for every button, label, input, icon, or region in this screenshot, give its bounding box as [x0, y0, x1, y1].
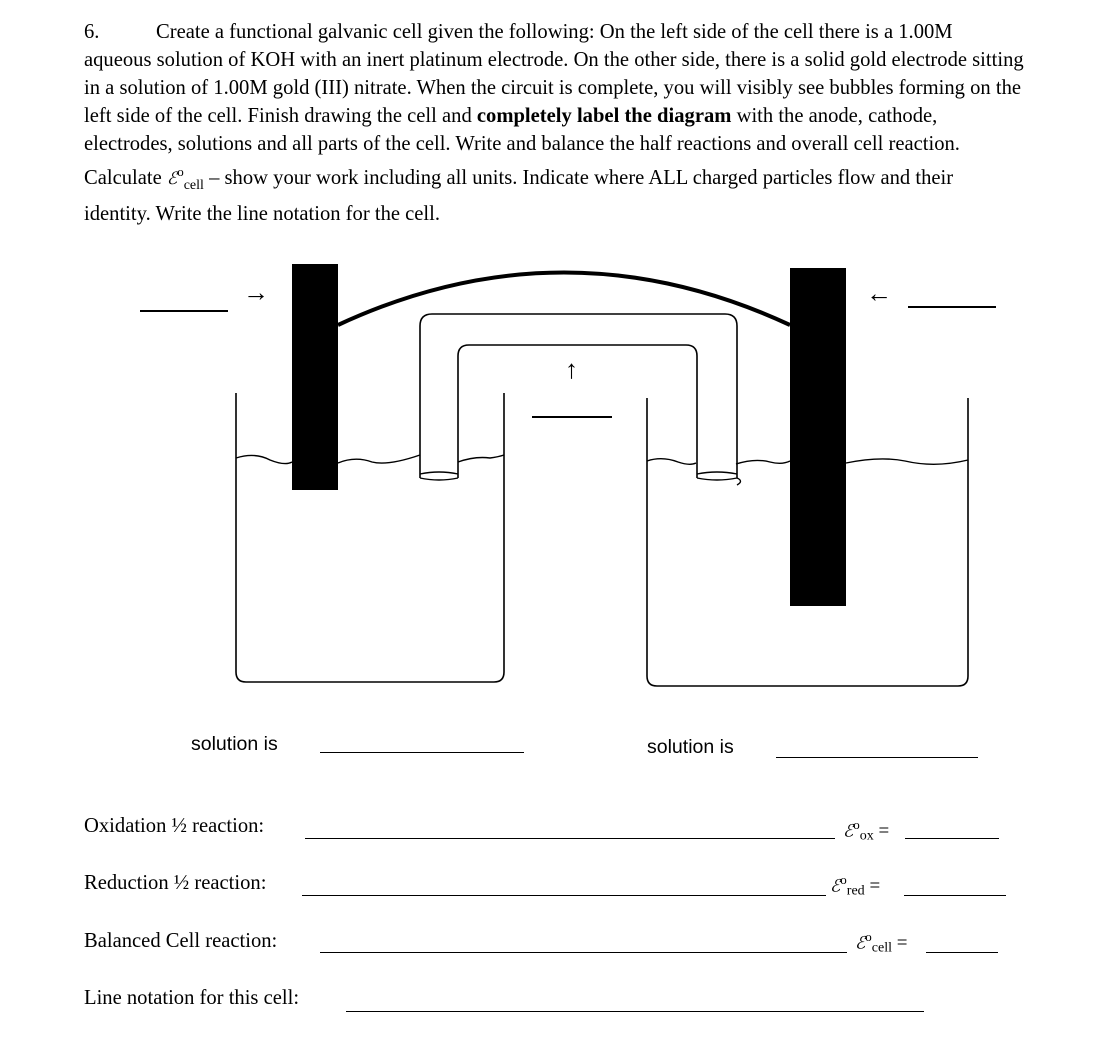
- external-wire: [338, 273, 790, 326]
- left-solution-label: solution is: [191, 733, 278, 755]
- left-solution-blank[interactable]: [320, 752, 524, 753]
- emf-ox-sub: ox: [859, 828, 874, 844]
- reduction-blank[interactable]: [302, 895, 826, 896]
- right-arrow-icon: ←: [866, 279, 892, 308]
- emf-cell-degree: o: [865, 929, 872, 944]
- prompt-text-2: with the anode, cathode, electrodes, solutions and all parts of the cell. Write and balance the half reactions and overall cell reaction. Calculate: [84, 105, 960, 189]
- emf-red-degree: o: [840, 872, 847, 887]
- balanced-label: Balanced Cell reaction:: [84, 930, 278, 952]
- left-liquid-surface: [236, 455, 504, 464]
- oxidation-label: Oxidation ½ reaction:: [84, 815, 265, 837]
- emf-ox-degree: o: [853, 817, 860, 832]
- emf-red: [830, 872, 880, 899]
- right-solution-label: solution is: [647, 736, 734, 758]
- prompt-text-3: – show your work including all units. Indicate where ALL charged particles flow and their identity. Write the line notation for the cell.: [84, 166, 954, 225]
- left-beaker: [236, 393, 504, 682]
- emf-red-equals: =: [869, 875, 881, 897]
- emf-ox-blank[interactable]: [905, 838, 999, 839]
- emf-red-sub: red: [846, 883, 865, 899]
- line-notation-label: Line notation for this cell:: [84, 987, 300, 1009]
- prompt-bold-text: completely label the diagram: [476, 105, 732, 127]
- salt-bridge: [420, 314, 737, 478]
- center-up-arrow-icon: ↑: [565, 355, 578, 384]
- emf-sub-cell: cell: [183, 177, 204, 193]
- oxidation-blank[interactable]: [305, 838, 835, 839]
- emf-red-blank[interactable]: [904, 895, 1006, 896]
- emf-symbol: ℰ: [166, 168, 178, 189]
- emf-cell-blank[interactable]: [926, 952, 998, 953]
- emf-cell-equals: =: [896, 932, 908, 954]
- emf-ox: [843, 817, 889, 844]
- salt-bridge-left-plug: [420, 472, 458, 480]
- salt-bridge-right-plug: [697, 472, 741, 485]
- line-notation-blank[interactable]: [346, 1011, 924, 1012]
- emf-cell: [855, 929, 907, 956]
- emf-degree: o: [177, 164, 184, 179]
- right-solution-blank[interactable]: [776, 757, 978, 758]
- balanced-blank[interactable]: [320, 952, 847, 953]
- left-arrow-icon: →: [243, 278, 269, 307]
- emf-red-symbol: ℰ: [830, 876, 841, 897]
- emf-ox-symbol: ℰ: [843, 821, 854, 842]
- reduction-label: Reduction ½ reaction:: [84, 872, 267, 894]
- emf-cell-sub: cell: [871, 940, 893, 956]
- prompt-text-1: Create a functional galvanic cell given the following: On the left side of the cell there is a 1.00M aqueous solution of KOH with an inert platinum electrode. On the other side, there is a solid gold electrode sitting in a solution of 1.00M gold (III) nitrate. When the circuit is complete, you will visibly see bubbles forming on the left side of the cell. Finish drawing the cell and: [84, 21, 1024, 127]
- emf-ox-equals: =: [878, 820, 890, 842]
- emf-cell-symbol: ℰ: [855, 933, 866, 954]
- question-number: 6.: [84, 21, 100, 43]
- left-electrode-platinum: [292, 264, 338, 490]
- right-electrode-gold: [790, 268, 846, 606]
